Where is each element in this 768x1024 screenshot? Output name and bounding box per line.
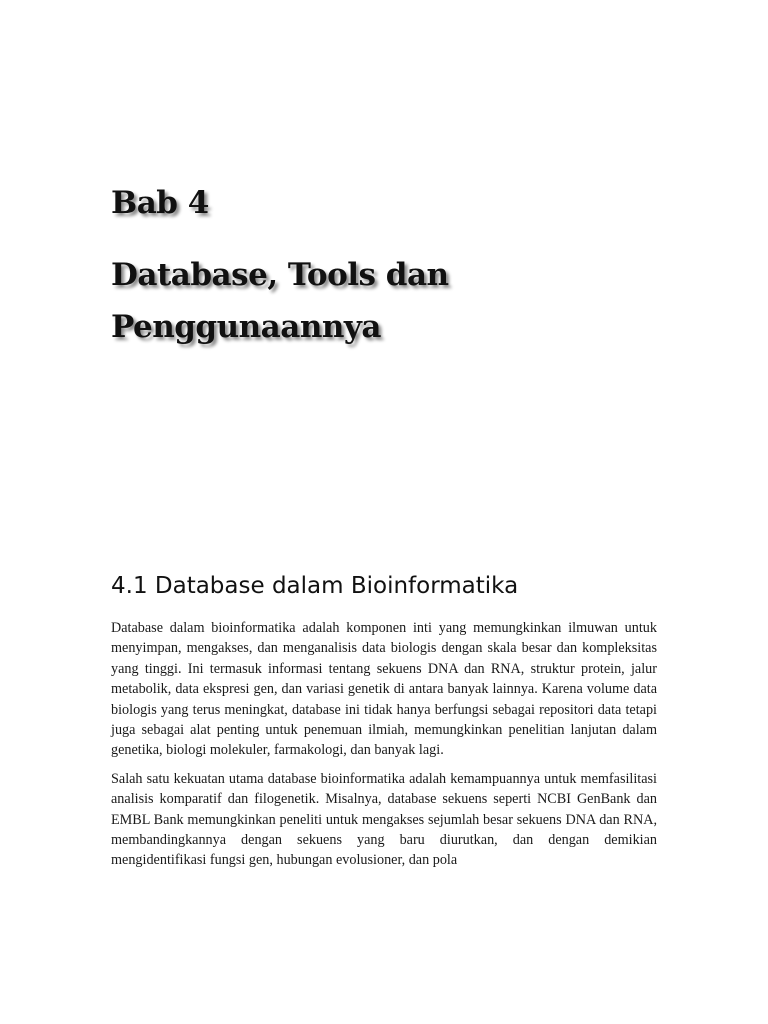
chapter-title: Database, Tools dan Penggunaannya (111, 257, 449, 345)
section-body (111, 618, 657, 879)
paragraph: Database dalam bioinformatika adalah komponen inti yang memungkinkan ilmuwan untuk menyimpan, mengakses, dan menganalisis data biologis dengan skala besar dan kompleksitas yang tinggi. Ini termasuk informasi tentang sekuens DNA dan RNA, struktur protein, jalur metabolik, data ekspresi gen, dan variasi genetik di antara banyak lainnya. Karena volume data biologis yang terus meningkat, database ini tidak hanya berfungsi sebagai repositori data tetapi juga sebagai alat penting untuk penemuan ilmiah, memungkinkan penelitian lanjutan dalam genetika, biologi molekuler, farmakologi, dan banyak lagi. (111, 620, 657, 759)
section-heading: 4.1 Database dalam Bioinformatika (111, 573, 519, 599)
chapter-number: Bab 4 (111, 185, 209, 221)
paragraph: Salah satu kekuatan utama database bioinformatika adalah kemampuannya untuk memfasilitasi analisis komparatif dan filogenetik. Misalnya, database sekuens seperti NCBI GenBank dan EMBL Bank memungkinkan peneliti untuk mengakses sejumlah besar sekuens DNA dan RNA, membandingkannya dengan sekuens yang baru diurutkan, dan dengan demikian mengidentifikasi fungsi gen, hubungan evolusioner, dan pola (111, 770, 657, 869)
